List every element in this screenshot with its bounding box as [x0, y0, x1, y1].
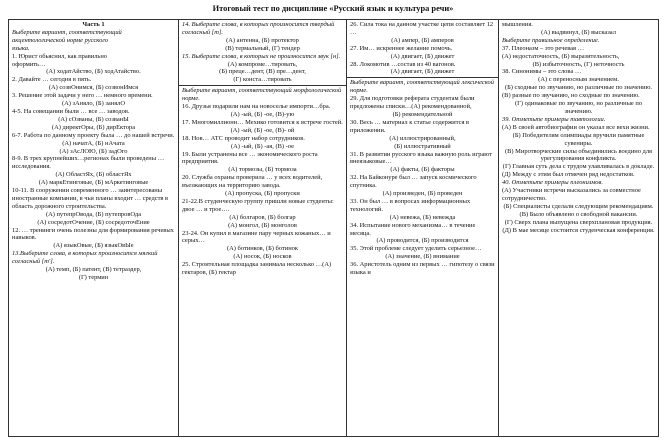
answer-options: (А) зАсЛОЮ, (Б) задОго	[59, 147, 128, 155]
question-text: оформить…	[12, 60, 46, 68]
answer-options: (А) монгол, (Б) монголов	[228, 221, 297, 229]
answer-options: (Д) В мае месяце состоится студенческая конференция.	[502, 226, 655, 234]
column-3	[347, 20, 499, 437]
answer-options: (А) ОбластЯх, (Б) областЯх	[55, 171, 132, 179]
question-text: 35. Этой проблеме следует уделить серьезное…	[350, 245, 482, 253]
answer-options: (Б) Специалисты сделали следующим рекомендациям.	[503, 202, 654, 210]
answer-options: (А) директОры, (Б) дирЕктора	[51, 123, 136, 131]
answer-options: (А) носок, (Б) носков	[233, 253, 292, 261]
question-text: 21-22.В студенческую группу пришли новые студенты: двое … и трое….	[182, 197, 334, 213]
answer-options: (В) Миротворческие силы объединились воедино для урегулирования конфликта.	[504, 147, 652, 163]
part-heading: Часть 1	[82, 21, 105, 28]
answer-options: (Б) преце…дент, (В) пре…дент,	[219, 68, 306, 76]
test-table	[8, 19, 659, 437]
question-text: 34. Испытание нового механизма… в течение месяца.	[350, 221, 476, 237]
question-text: 31. В развитии русского языка важную роль играют внеязыковые…	[350, 150, 492, 166]
section-divider	[347, 77, 498, 78]
answer-options: (В) термальный, (Г) тендер	[225, 44, 300, 52]
question-text: 17. Многомиллионн… Мехико готовится к встрече гостей.	[182, 118, 343, 126]
answer-options: (А) ампер, (Б) амперов	[391, 36, 454, 44]
answer-options: (А) проводится, (Б) производится	[376, 237, 469, 245]
question-text: 37. Плеоназм – это речевая …	[502, 44, 585, 52]
instruction-text: 14. Выберите слова, в которых произносится твердый согласный [т].	[182, 21, 335, 36]
instruction-text: 39. Отметьте примеры тавтологии.	[502, 115, 606, 123]
question-text: 1. Юрист обьяснил, как правильно	[12, 52, 108, 60]
question-text: 30. Весь … материал к статье содержится в приложении.	[350, 118, 470, 134]
question-text: 6-7. Работа по данному проекту была … до нашей встречи.	[12, 131, 175, 139]
question-text: 19. Были устранены все … экономического роста предприятия.	[182, 150, 318, 166]
question-text: 18. Нов… АТС проводит набор сотрудников.	[182, 134, 305, 142]
answer-options: (Г) термин	[78, 274, 109, 281]
answer-options: (А) выдвинул, (Б) высказал	[541, 28, 616, 36]
instruction-text: 15. Выберите слова, в которых не произносится звук [н].	[182, 52, 341, 60]
page-title: Итоговый тест по дисциплине «Русский язык и культура речи»	[212, 4, 454, 13]
answer-options: (А) темп, (Б) патент, (В) тетраэдер,	[45, 266, 142, 274]
answer-options: (А) -ый, (Б) -ое, (В)-ую	[230, 110, 295, 118]
instruction-text: Выберите вариант, соответствующий морфологической норме.	[182, 87, 342, 103]
column-1	[9, 20, 179, 437]
question-text: мышления.	[502, 21, 533, 28]
question-text: 33. Он был … в вопросах информационных технологий.	[350, 197, 471, 213]
question-text: 26. Сила тока на данном участке цепи составляет 12 …	[350, 21, 494, 36]
question-text: 20. Служба охраны проверила … у всех водителей, въезжающих на территорию завода.	[182, 174, 323, 190]
answer-options: (А) факты, (Б) факторы	[390, 166, 455, 174]
answer-options: (А) пропуска, (Б) пропуски	[225, 190, 300, 198]
question-text: 32. На Байконуре был … запуск космического спутника.	[350, 174, 477, 190]
answer-options: (Б) сходные по звучанию, но различные по значению.	[504, 84, 653, 92]
answer-options: (Б) Победителям олимпиады вручили памятные сувениры.	[512, 131, 645, 147]
answer-options: (А) ботинков, (Б) ботинок	[227, 245, 298, 253]
answer-options: (Г) Сверх плана выпущена сверхплановая продукция.	[504, 218, 653, 226]
answer-options: (Г) конста…тировать	[233, 76, 292, 84]
answer-options: (А) болгаров, (Б) болгар	[229, 213, 296, 221]
answer-options: (Г) одинаковые по звучанию, но различные по значению.	[514, 100, 643, 115]
question-text: (А) В своей автобиографии он указал все вехи жизни.	[502, 123, 650, 131]
answer-options: (А) значение, (Б) внимание	[385, 253, 460, 261]
answer-options: (А) двигает, (Б) движет	[390, 68, 455, 76]
question-text: (А) Участники встречи высказались за совместное сотрудничество.	[502, 187, 641, 202]
question-text: (Д) Между с этим был отмечен ряд недостатков.	[502, 171, 635, 179]
answer-options: (А) невежа, (Б) невежда	[389, 213, 456, 221]
answer-options: (А) путепрОвода, (Б) путепровОда	[45, 210, 142, 218]
question-text: 16. Друзья подарили нам на новоселье импорти…бра.	[182, 103, 331, 111]
question-text: 38. Синонимы – это слова …	[502, 68, 582, 76]
question-text: (В) разные по звучанию, но сходные по значению.	[502, 92, 640, 100]
answer-options: (А) сосредотОчение, (Б) сосредоточЕние	[37, 218, 150, 226]
question-text: 12. … тренинги очень полезны для формирования речевых навыков.	[12, 226, 174, 242]
answer-options: (Г) Главная суть дела с трудом улавливалась в докладе.	[502, 163, 655, 171]
answer-options: (А) компроме…тировать,	[227, 60, 298, 68]
answer-options: (А) начатА, (Б) нАчата	[62, 139, 125, 147]
instruction-text: 40. Отметьте примеры плеонизмов.	[502, 179, 603, 187]
answer-options: (А) сОзваны, (Б) созванЫ	[58, 115, 129, 123]
answer-options: (А) произведен, (Б) проведен	[382, 190, 463, 198]
question-text: 28. Локомотив …состав из 40 вагонов.	[350, 60, 456, 68]
question-text: 4-5. На совещании были … все … заводов.	[12, 107, 130, 115]
question-text: 36. Аристотель одним из первых … гипотезу о связи языка и	[350, 261, 495, 277]
instruction-text: акцентологической норме русского	[12, 36, 109, 44]
answer-options: (В) Было объявлено о свободной вакансии.	[519, 210, 638, 218]
instruction-text: Выберите вариант, соответствующий	[12, 28, 122, 36]
question-text: (А) недостаточность, (Б) выразительность,	[502, 52, 620, 60]
answer-options: (Б) рекомендательной	[392, 110, 453, 118]
answer-options: (А) ходатАйство, (Б) ходАтайство.	[46, 68, 141, 76]
instruction-text: Выберите вариант, соответствующий лексической норме.	[350, 79, 494, 95]
column-4	[499, 20, 659, 437]
answer-options: (А) антенна, (Б) протектор	[226, 36, 299, 44]
question-text: 2. Давайте … сегодня в пять.	[12, 76, 92, 84]
answer-options: (А) -ый, (Б) -ое, (В)- ой	[230, 126, 295, 134]
answer-options: (Б) иллюстративный	[394, 142, 451, 150]
answer-options: (А) -ый, (Б) -ая, (В) -ое	[231, 142, 294, 150]
answer-options: (В) избыточность, (Г) неточность	[532, 60, 625, 68]
answer-options: (А) тормозы, (Б) тормоза	[228, 166, 297, 174]
answer-options: (А) с переносным значением.	[538, 76, 619, 84]
instruction-text: 13.Выберите слова, в которых произносится мягкий согласный [т'].	[12, 250, 158, 266]
question-text: 25. Строительная площадка занимала несколько …(А) гектаров, (Б) гектар	[182, 261, 332, 277]
section-divider	[179, 85, 346, 86]
question-text: 23-24. Он купил в магазине пару черных кожаных… и серых…	[182, 229, 331, 245]
column-2	[179, 20, 347, 437]
instruction-text: Выберите правильное определение.	[502, 36, 600, 44]
question-text: 3. Решение этой задачи у него … немного времени.	[12, 92, 153, 100]
instruction-text: языка.	[12, 44, 30, 52]
answer-options: (А) маркЕтинговые, (Б) мАркетинговые	[38, 179, 149, 187]
answer-options: (А) двигает, (Б) движет	[390, 52, 455, 60]
question-text: 29. Для подготовки реферата студентам были предложены списки…(А) рекомендованной,	[350, 95, 475, 111]
question-text: 10-11. В сооружении современного … заинтересованы иностранные компании, в чьи планы входит … средств в область дорожного строительства.	[12, 187, 169, 210]
answer-options: (А) иллюстрированный,	[389, 134, 456, 142]
answer-options: (А) созвОнимся, (Б) созвонИмся	[48, 84, 139, 92]
question-text: 8-9. В трех крупнейших…регионах были проведены … исследования.	[12, 155, 165, 171]
question-text: 27. Им… искреннее желание помочь.	[350, 44, 453, 52]
answer-options: (А) языкОвые, (Б) языкОвЫе	[53, 242, 134, 250]
answer-options: (А) зАняло, (Б) занялО	[61, 100, 126, 108]
